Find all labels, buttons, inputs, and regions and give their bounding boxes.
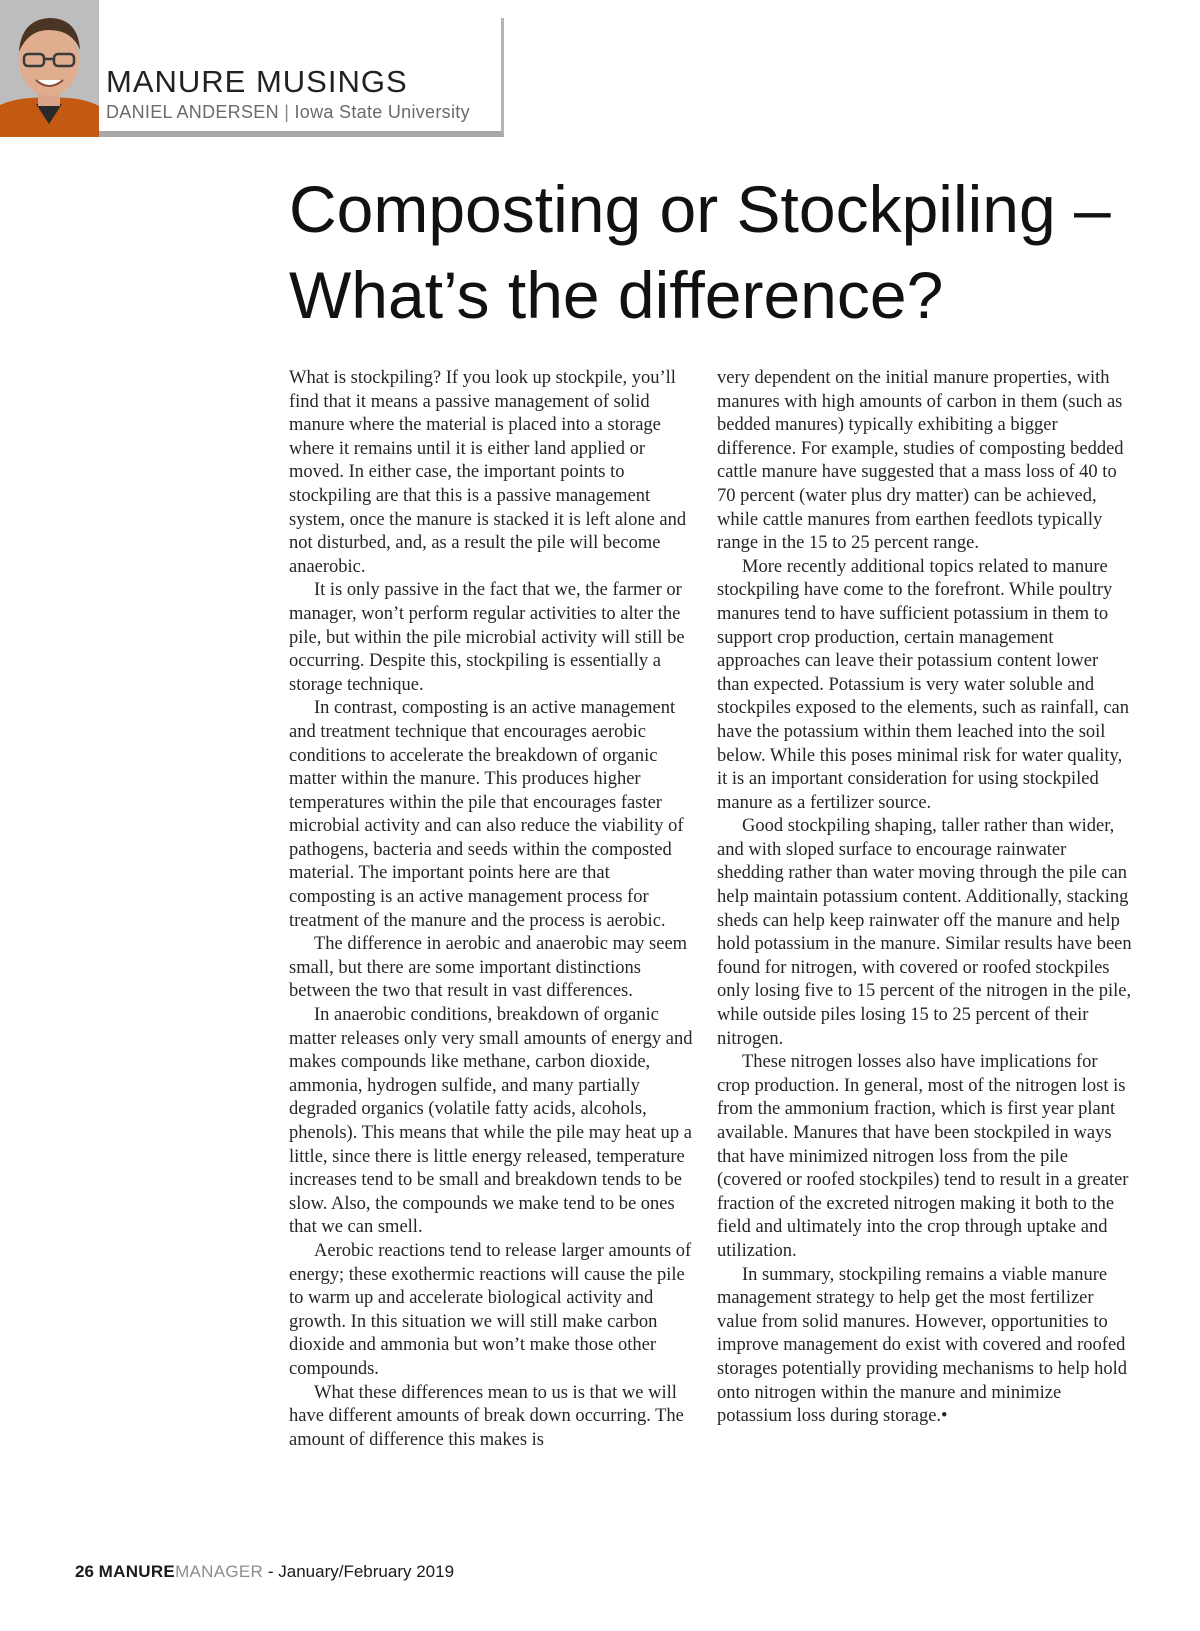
page-number: 26 (75, 1562, 94, 1581)
article-title (289, 166, 1169, 338)
paragraph: Aerobic reactions tend to release larger amounts of energy; these exothermic reactions will cause the pile to warm up and accelerate biological activity and growth. In this situation we will still make carbon dioxide and ammonia but won’t make those other compounds. (289, 1240, 692, 1379)
paragraph: In summary, stockpiling remains a viable manure management strategy to help get the most fertilizer value from solid manures. However, opportunities to improve management do exist with covered and roofed storages potentially providing mechanisms to help hold onto nitrogen within the manure and minimize potassium loss during storage.• (717, 1264, 1128, 1427)
paragraph: What is stockpiling? If you look up stockpile, you’ll find that it means a passive management of solid manure where the material is placed into a storage where it remains until it is either land applied or moved. In either case, the important points to stockpiling are that this is a passive management system, once the manure is stacked it is left alone and not disturbed, and, as a result the pile will become anaerobic. (289, 368, 687, 577)
byline (106, 103, 470, 121)
paragraph: In anaerobic conditions, breakdown of organic matter releases only very small amounts of energy and makes compounds like methane, carbon dioxide, ammonia, hydrogen sulfide, and many partially degraded organics (volatile fatty acids, alcohols, phenols). This means that while the pile may heat up a little, since there is little energy released, temperature increases tend to be small and breakdown tends to be slow. Also, the compounds we make tend to be ones that we can smell. (289, 1005, 693, 1238)
byline-separator: | (284, 102, 290, 122)
author-photo (0, 0, 99, 137)
paragraph: In contrast, composting is an active management and treatment technique that encourages aerobic conditions to accelerate the breakdown of organic matter within the manure. This produces higher temperatures within the pile that encourages faster microbial activity and can also reduce the viability of pathogens, bacteria and seeds within the composted material. The important points here are that composting is an active management process for treatment of the manure and the process is aerobic. (289, 698, 684, 931)
paragraph: The difference in aerobic and anaerobic may seem small, but there are some important distinctions between the two that result in vast differences. (289, 934, 688, 1002)
issue-date: - January/February 2019 (263, 1562, 455, 1581)
article-column-right (717, 367, 1132, 1429)
paragraph: very dependent on the initial manure properties, with manures with high amounts of carbon in them (such as bedded manures) typically exhibiting a bigger difference. For example, studies of composting bedded cattle manure have suggested that a mass loss of 40 to 70 percent (water plus dry matter) can be achieved, while cattle manures from earthen feedlots typically range in the 15 to 25 percent range. (717, 368, 1124, 554)
page-footer (75, 1562, 454, 1582)
column-header (99, 18, 504, 137)
magazine-name-part-1: MANURE (98, 1562, 176, 1581)
column-title: MANURE MUSINGS (106, 64, 408, 99)
article-column-left (289, 367, 699, 1452)
paragraph: Good stockpiling shaping, taller rather than wider, and with sloped surface to encourage rainwater shedding rather than water moving through the pile can help maintain potassium content. Additionally, stacking sheds can help keep rainwater off the manure and help hold potassium in the manure. Similar results have been found for nitrogen, with covered or roofed stockpiles only losing five to 15 percent of the nitrogen in the pile, while outside piles losing 15 to 25 percent of their nitrogen. (717, 816, 1132, 1049)
magazine-name-part-2: MANAGER (175, 1562, 264, 1581)
paragraph: It is only passive in the fact that we, the farmer or manager, won’t perform regular activities to alter the pile, but within the pile microbial activity will still be occurring. Despite this, stockpiling is essentially a storage technique. (289, 580, 685, 695)
author-name: DANIEL ANDERSEN (106, 102, 279, 122)
article-title-line-2: What’s the difference? (289, 258, 944, 332)
paragraph: What these differences mean to us is that we will have different amounts of break down occurring. The amount of difference this makes is (289, 1382, 684, 1450)
author-portrait-image (0, 0, 99, 137)
author-affiliation: Iowa State University (294, 102, 470, 122)
paragraph: These nitrogen losses also have implications for crop production. In general, most of the nitrogen lost is from the ammonium fraction, which is first year plant available. Manures that have been stockpiled in ways that have minimized nitrogen loss from the pile (covered or roofed stockpiles) tend to result in a greater fraction of the excreted nitrogen making it both to the field and ultimately into the crop through uptake and utilization. (717, 1052, 1129, 1261)
article-title-line-1: Composting or Stockpiling – (289, 172, 1111, 246)
paragraph: More recently additional topics related to manure stockpiling have come to the forefront. While poultry manures tend to have sufficient potassium in them to support crop production, certain management approaches can leave their potassium content lower than expected. Potassium is very water soluble and stockpiles exposed to the elements, such as rainfall, can have the potassium within them leached into the soil below. While this poses minimal risk for water quality, it is an important consideration for using stockpiled manure as a fertilizer source. (717, 556, 1130, 813)
